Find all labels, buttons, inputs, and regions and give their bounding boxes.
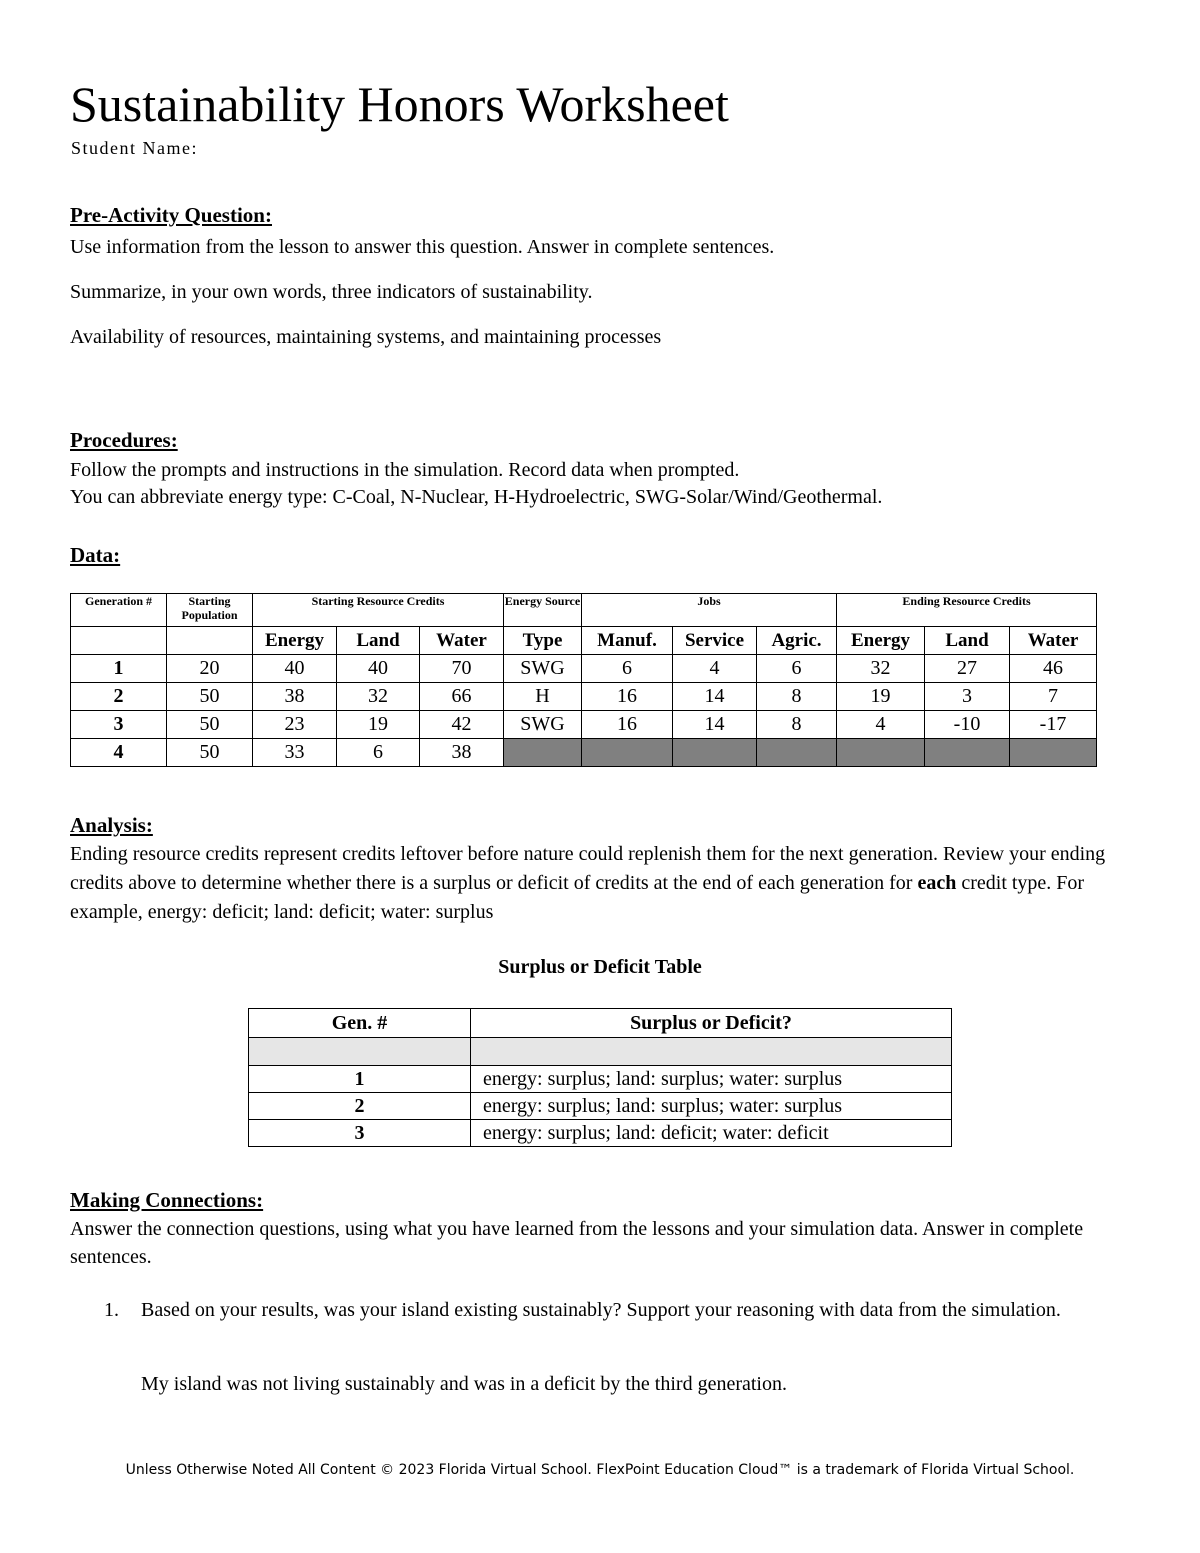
pre-activity-instruction: Use information from the lesson to answer this question. Answer in complete sentences. [70, 236, 775, 258]
analysis-text-end: credit type. For example, energy: deficit; land: deficit; water: surplus [70, 872, 1085, 923]
table-cell: 7 [1010, 683, 1097, 711]
sub-header: Land [337, 627, 420, 655]
table-cell: 70 [420, 655, 504, 683]
sub-header-row [71, 627, 1097, 655]
analysis-paragraph [70, 840, 1130, 927]
table-cell: 27 [925, 655, 1010, 683]
table-cell: -10 [925, 711, 1010, 739]
data-table [70, 593, 1097, 767]
sub-header: Energy [253, 627, 337, 655]
empty-header-cell [167, 627, 253, 655]
gen-cell: 1 [71, 655, 167, 683]
sub-header: Service [673, 627, 757, 655]
analysis-text-start: Ending resource credits represent credits leftover before nature could replenish them for the next generation. Review your ending credits above to determine whether there is a surplus or deficit of credits at the end of each generation for [70, 843, 1106, 894]
surplus-value: energy: surplus; land: surplus; water: surplus [471, 1093, 952, 1120]
empty-header-cell [71, 627, 167, 655]
table-cell: 66 [420, 683, 504, 711]
gen-cell: 4 [71, 739, 167, 767]
blank-row [249, 1038, 952, 1066]
page-title: Sustainability Honors Worksheet [70, 76, 729, 132]
starting-population-header: Starting Population [167, 594, 253, 627]
surplus-header-row [249, 1009, 952, 1038]
table-cell: 19 [837, 683, 925, 711]
gen-column-header: Gen. # [249, 1009, 471, 1038]
sub-header: Manuf. [582, 627, 673, 655]
table-cell: -17 [1010, 711, 1097, 739]
ending-credits-header: Ending Resource Credits [837, 594, 1097, 627]
table-cell: 8 [757, 683, 837, 711]
generation-header: Generation # [71, 594, 167, 627]
table-cell: 50 [167, 683, 253, 711]
table-row [71, 739, 1097, 767]
table-row [249, 1120, 952, 1147]
table-cell: 4 [673, 655, 757, 683]
table-row [71, 711, 1097, 739]
energy-source-header: Energy Source [504, 594, 582, 627]
table-cell: 50 [167, 711, 253, 739]
table-cell: 32 [337, 683, 420, 711]
table-cell: 4 [837, 711, 925, 739]
gen-cell: 3 [71, 711, 167, 739]
table-cell: H [504, 683, 582, 711]
gen-cell: 2 [249, 1093, 471, 1120]
table-cell: 32 [837, 655, 925, 683]
table-cell: 19 [337, 711, 420, 739]
pre-activity-question: Summarize, in your own words, three indicators of sustainability. [70, 281, 593, 303]
surplus-value: energy: surplus; land: surplus; water: surplus [471, 1066, 952, 1093]
analysis-text-bold: each [917, 872, 957, 894]
table-cell: 42 [420, 711, 504, 739]
table-cell: 38 [420, 739, 504, 767]
sub-header: Land [925, 627, 1010, 655]
procedures-heading: Procedures: [70, 428, 178, 452]
table-cell: 14 [673, 683, 757, 711]
procedures-line-1: Follow the prompts and instructions in the simulation. Record data when prompted. [70, 459, 740, 481]
analysis-heading: Analysis: [70, 813, 153, 837]
footer-copyright: Unless Otherwise Noted All Content © 2023 Florida Virtual School. FlexPoint Education Cloud™ is a trademark of Florida Virtual School. [125, 1462, 1075, 1478]
table-cell: 6 [337, 739, 420, 767]
table-cell: 16 [582, 711, 673, 739]
table-row [249, 1066, 952, 1093]
connections-heading: Making Connections: [70, 1188, 264, 1212]
table-cell: 14 [673, 711, 757, 739]
shaded-cell [757, 739, 837, 767]
blank-cell [249, 1038, 471, 1066]
shaded-cell [837, 739, 925, 767]
procedures-line-2: You can abbreviate energy type: C-Coal, N-Nuclear, H-Hydroelectric, SWG-Solar/Wind/Geothermal. [70, 486, 883, 508]
student-name-label: Student Name: [71, 138, 198, 158]
shaded-cell [1010, 739, 1097, 767]
group-header-row [71, 594, 1097, 627]
table-cell: SWG [504, 655, 582, 683]
data-heading: Data: [70, 543, 121, 567]
table-cell: 23 [253, 711, 337, 739]
table-cell: 46 [1010, 655, 1097, 683]
blank-cell [471, 1038, 952, 1066]
gen-cell: 2 [71, 683, 167, 711]
table-cell: 33 [253, 739, 337, 767]
sub-header: Water [420, 627, 504, 655]
question-number: 1. [104, 1299, 119, 1321]
table-cell: 16 [582, 683, 673, 711]
pre-activity-heading: Pre-Activity Question: [70, 203, 272, 227]
question-1-answer: My island was not living sustainably and was in a deficit by the third generation. [141, 1373, 787, 1395]
table-cell: 40 [337, 655, 420, 683]
table-cell: 3 [925, 683, 1010, 711]
shaded-cell [582, 739, 673, 767]
surplus-deficit-table [248, 1008, 952, 1147]
table-cell: 40 [253, 655, 337, 683]
table-cell: 8 [757, 711, 837, 739]
sub-header: Energy [837, 627, 925, 655]
sub-header: Type [504, 627, 582, 655]
shaded-cell [925, 739, 1010, 767]
surplus-value: energy: surplus; land: deficit; water: deficit [471, 1120, 952, 1147]
question-1-text: Based on your results, was your island existing sustainably? Support your reasoning with data from the simulation. [141, 1299, 1061, 1321]
sub-header: Water [1010, 627, 1097, 655]
table-cell: 6 [582, 655, 673, 683]
table-row [249, 1093, 952, 1120]
pre-activity-answer: Availability of resources, maintaining systems, and maintaining processes [70, 326, 662, 348]
jobs-header: Jobs [582, 594, 837, 627]
shaded-cell [673, 739, 757, 767]
table-cell: 20 [167, 655, 253, 683]
gen-cell: 1 [249, 1066, 471, 1093]
shaded-cell [504, 739, 582, 767]
table-cell: 6 [757, 655, 837, 683]
table-cell: 38 [253, 683, 337, 711]
table-cell: SWG [504, 711, 582, 739]
surplus-table-title: Surplus or Deficit Table [498, 956, 702, 978]
sub-header: Agric. [757, 627, 837, 655]
connections-instruction: Answer the connection questions, using what you have learned from the lessons and your simulation data. Answer in complete sentences. [70, 1218, 1084, 1268]
surplus-column-header: Surplus or Deficit? [471, 1009, 952, 1038]
table-row [71, 683, 1097, 711]
starting-credits-header: Starting Resource Credits [253, 594, 504, 627]
table-row [71, 655, 1097, 683]
gen-cell: 3 [249, 1120, 471, 1147]
table-cell: 50 [167, 739, 253, 767]
